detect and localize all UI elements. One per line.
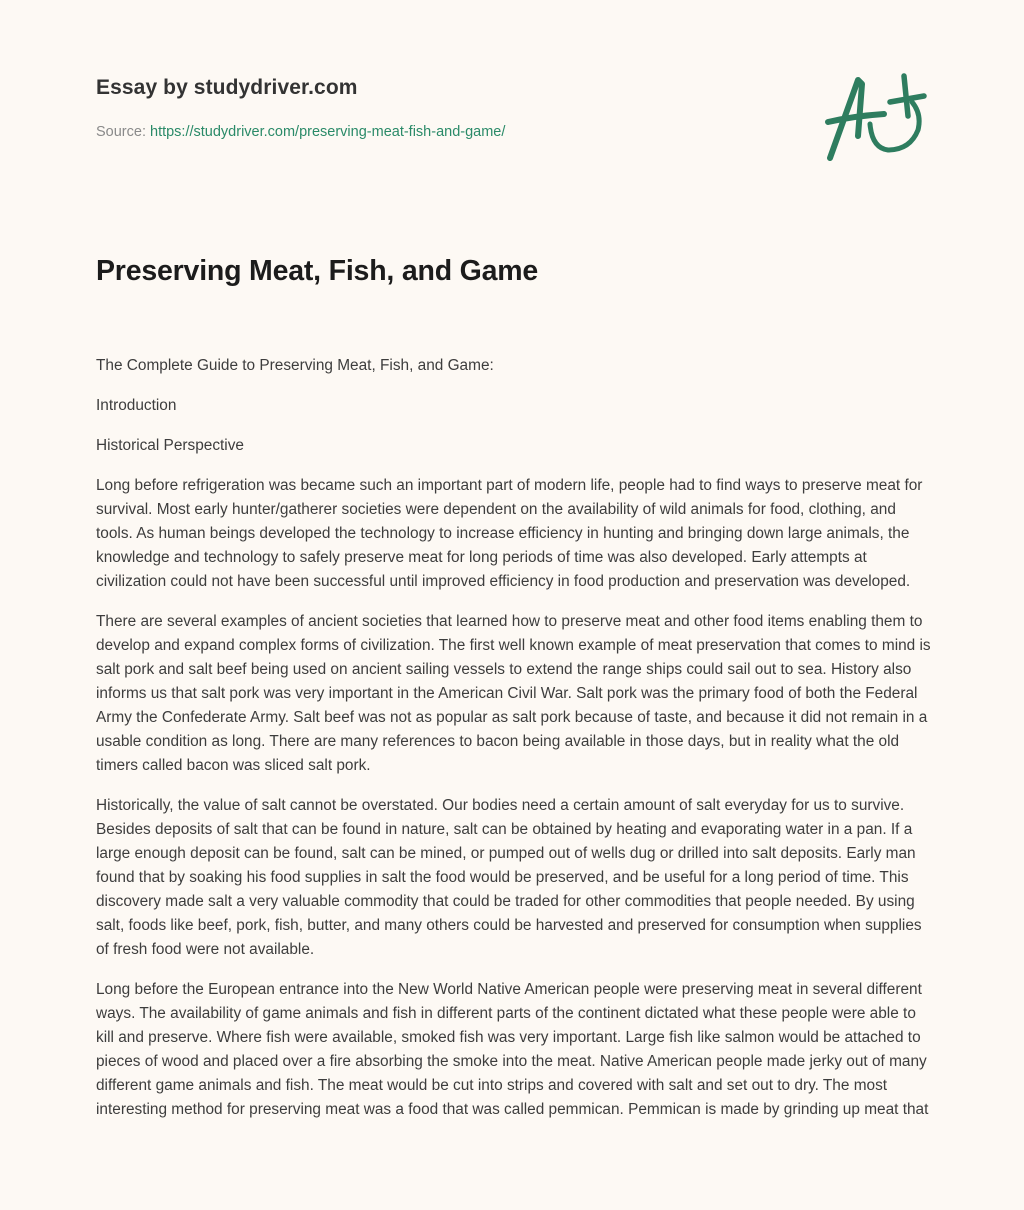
source-link[interactable]: https://studydriver.com/preserving-meat-fish-and-game/ [150, 124, 506, 140]
a-plus-grade-icon [818, 66, 934, 170]
essay-body [96, 354, 932, 1138]
source-label: Source: [96, 124, 150, 140]
source-line [96, 124, 505, 140]
essay-paragraph: Historically, the value of salt cannot be overstated. Our bodies need a certain amount of salt everyday for us to survive. Besides deposits of salt that can be found in nature, salt can be obtained by heating and evaporating water in a pan. If a large enough deposit can be found, salt can be mined, or pumped out of wells dug or drilled into salt deposits. Early man found that by soaking his food supplies in salt the food would be preserved, and be useful for a long period of time. This discovery made salt a very valuable commodity that could be traded for other commodities that people needed. By using salt, foods like beef, pork, fish, butter, and many others could be harvested and preserved for consumption when supplies of fresh food were not available. [96, 797, 922, 958]
site-header [96, 76, 358, 100]
essay-paragraph: Long before the European entrance into the New World Native American people were preserving meat in several different ways. The availability of game animals and fish in different parts of the continent dictated what these people were able to kill and preserve. Where fish were available, smoked fish was very important. Large fish like salmon would be attached to pieces of wood and placed over a fire absorbing the smoke into the meat. Native American people made jerky out of many different game animals and fish. The meat would be cut into strips and covered with salt and set out to dry. The most interesting method for preserving meat was a food that was called pemmican. Pemmican is made by grinding up meat that [96, 981, 929, 1118]
essay-intro-line: The Complete Guide to Preserving Meat, Fish, and Game: [96, 357, 494, 374]
brand-title: Essay by studydriver.com [96, 76, 358, 99]
section-heading-historical-perspective: Historical Perspective [96, 437, 244, 454]
essay-title: Preserving Meat, Fish, and Game [96, 255, 539, 287]
essay-paragraph: Long before refrigeration was became such an important part of modern life, people had to find ways to preserve meat for survival. Most early hunter/gatherer societies were dependent on the availability of wild animals for food, clothing, and tools. As human beings developed the technology to increase efficiency in hunting and bringing down large animals, the knowledge and technology to safely preserve meat for long periods of time was also developed. Early attempts at civilization could not have been successful until improved efficiency in food production and preservation was developed. [96, 477, 923, 590]
section-heading-introduction: Introduction [96, 397, 177, 414]
essay-paragraph: There are several examples of ancient societies that learned how to preserve meat and other food items enabling them to develop and expand complex forms of civilization. The first well known example of meat preservation that comes to mind is salt pork and salt beef being used on ancient sailing vessels to extend the range ships could sail out to sea. History also informs us that salt pork was very important in the American Civil War. Salt pork was the primary food of both the Federal Army the Confederate Army. Salt beef was not as popular as salt pork because of taste, and because it did not remain in a usable condition as long. There are many references to bacon being available in those days, but in reality what the old timers called bacon was sliced salt pork. [96, 613, 931, 774]
